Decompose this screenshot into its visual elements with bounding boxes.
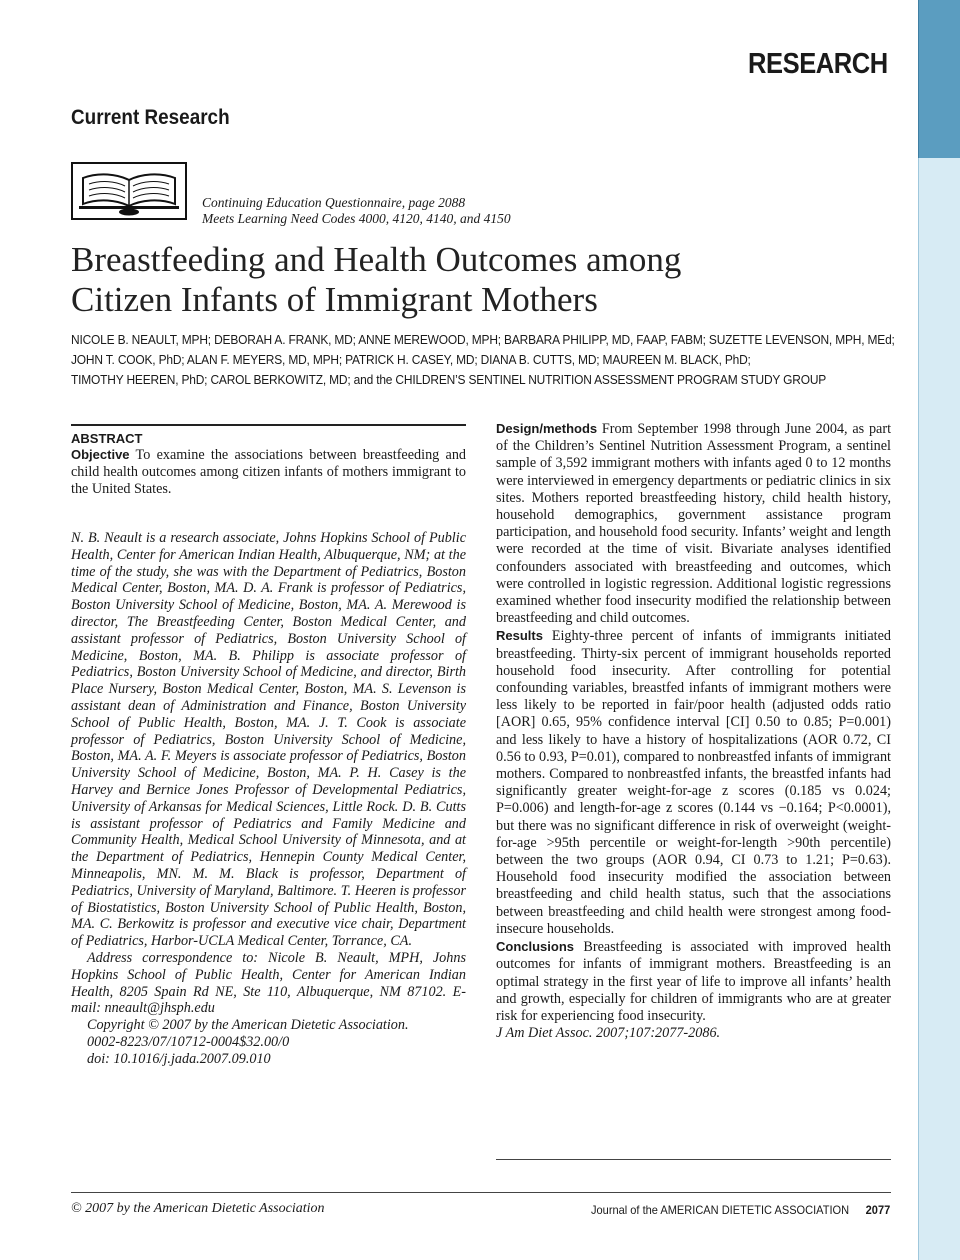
abstract-left-column	[71, 430, 466, 499]
abstract-right-column	[496, 420, 891, 1042]
article-title	[71, 240, 911, 320]
conclusions-label: Conclusions	[496, 939, 575, 955]
objective-paragraph	[71, 446, 466, 499]
author-list	[71, 330, 895, 390]
side-tab-accent	[918, 0, 960, 158]
results-label: Results	[496, 628, 543, 644]
results-text: Eighty-three percent of infants of immigrants initiated breastfeeding. Thirty-six percent of immigrant households reported household food insecurity. After controlling for potential confounding variables, breastfed infants of immigrant mothers were less likely to be reported in fair/poor health (adjusted odds ratio [AOR] 0.65, 95% confidence interval [CI] 0.50 to 0.85; P=0.001) and less likely to have a history of hospitalizations (AOR 0.72, CI 0.56 to 0.93, P=0.01), compared to nonbreastfed infants of immigrant mothers. Compared to nonbreastfed infants, the breastfed infants had significantly greater weight-for-age z scores (0.185 vs 0.024; P=0.006) and length-for-age z scores (0.144 vs −0.164; P<0.0001), but there was no significant difference in risk of overweight (weight-for-age >95th percentile or weight-for-length >90th percentile) between the two groups (AOR 0.94, CI 0.73 to 1.21; P=0.63). Household food insecurity modified the association between breastfeeding and child health status, such that the associations between breastfeeding and child health were strongest among food-insecure households.	[496, 628, 891, 937]
side-tab-light	[918, 158, 960, 1260]
footer-copyright: © 2007 by the American Dietetic Association	[71, 1201, 325, 1216]
doi: doi: 10.1016/j.jada.2007.09.010	[87, 1050, 271, 1067]
results-paragraph	[496, 627, 891, 938]
footer-rule	[71, 1192, 891, 1193]
conclusions-paragraph	[496, 938, 891, 1025]
affiliation-bio: N. B. Neault is a research associate, Johns Hopkins School of Public Health, Center for American Indian Health, Albuquerque, NM; at the time of the study, she was with the Department of Pediatrics, Boston Medical Center, Boston, MA. D. A. Frank is professor of Pediatrics, Boston University School of Medicine, Boston, MA. A. Merewood is director, The Breastfeeding Center, Boston Medical Center, and assistant professor of Pediatrics, Boston University School of Medicine, Boston, MA. B. Philipp is associate professor of Pediatrics, Boston University School of Medicine, and director, Birth Place Nursery, Boston Medical Center, Boston, MA. S. Levenson is assistant dean of Administration and Finance, Boston University School of Public Health, Boston, MA. J. T. Cook is associate professor of Pediatrics, Boston University School of Medicine, Boston, MA. A. F. Meyers is associate professor of Pediatrics, Boston University School of Medicine, Boston, MA. P. H. Casey is the Harvey and Bernice Jones Professor of Developmental Pediatrics, University of Arkansas for Medical Sciences, Little Rock. D. B. Cutts is assistant professor of Pediatrics and Family Medicine and Community Health, Medical School University of Minnesota, and at the Department of Pediatrics, Hennepin County Medical Center, Minneapolis, MN. M. M. Black is professor, Department of Pediatrics, University of Maryland, Baltimore. T. Heeren is professor of Biostatistics, Boston University School of Public Health, Boston, MA. C. Berkowitz is professor and executive vice chair, Department of Pediatrics, Harbor-UCLA Medical Center, Torrance, CA.	[71, 530, 466, 950]
section-label: RESEARCH	[748, 48, 888, 80]
correspondence: Address correspondence to: Nicole B. Neault, MPH, Johns Hopkins School of Public Health, Center for American Indian Health, 8205 Spain Rd NE, Ste 110, Albuquerque, NM 87102. E-mail: nneault@jhsph.edu	[71, 949, 466, 1017]
footer-journal	[591, 1203, 890, 1217]
ce-note-line2: Meets Learning Need Codes 4000, 4120, 4140, and 4150	[202, 211, 511, 226]
subsection-label: Current Research	[71, 106, 230, 129]
journal-name: Journal of the AMERICAN DIETETIC ASSOCIATION	[590, 1203, 849, 1217]
abstract-rule	[71, 424, 466, 426]
objective-label: Objective	[71, 447, 130, 462]
issn: 0002-8223/07/10712-0004$32.00/0	[87, 1033, 290, 1050]
ce-note	[202, 195, 511, 227]
authors-line3: TIMOTHY HEEREN, PhD; CAROL BERKOWITZ, MD; and the CHILDREN’S SENTINEL NUTRITION ASSESSMENT PROGRAM STUDY GROUP	[71, 372, 827, 387]
abstract-heading: ABSTRACT	[71, 431, 143, 446]
authors-line1: NICOLE B. NEAULT, MPH; DEBORAH A. FRANK, MD; ANNE MEREWOOD, MPH; BARBARA PHILIPP, MD, FAAP, FABM; SUZETTE LEVENSON, MPH, MEd;	[71, 332, 895, 347]
design-paragraph	[496, 420, 891, 627]
design-label: Design/methods	[496, 421, 598, 436]
authors-line2: JOHN T. COOK, PhD; ALAN F. MEYERS, MD, MPH; PATRICK H. CASEY, MD; DIANA B. CUTTS, MD; MAUREEN M. BLACK, PhD;	[71, 352, 751, 367]
page-number: 2077	[865, 1203, 890, 1217]
author-affiliations	[71, 530, 466, 1068]
copyright-note: Copyright © 2007 by the American Dietetic Association.	[87, 1017, 409, 1034]
objective-text: To examine the associations between breastfeeding and child health outcomes among citizen infants of mothers immigrant to the United States.	[71, 447, 467, 498]
ce-note-line1: Continuing Education Questionnaire, page 2088	[202, 195, 466, 210]
conclusions-text: Breastfeeding is associated with improved health outcomes for infants of immigrant mothers. Breastfeeding is an optimal strategy in the first year of life to improve all infants’ health and growth, especially for children of immigrants who are at greater risk for experiencing food insecurity.	[496, 939, 891, 1024]
ce-book-logo	[71, 162, 187, 220]
abstract-end-rule	[496, 1159, 891, 1160]
citation: J Am Diet Assoc. 2007;107:2077-2086.	[496, 1025, 721, 1042]
title-line1: Breastfeeding and Health Outcomes among	[71, 240, 682, 279]
design-text: From September 1998 through June 2004, as part of the Children’s Sentinel Nutrition Assessment Program, a sentinel sample of 3,592 immigrant mothers with infants aged 0 to 12 months were interviewed in emergency departments or pediatric clinics in six sites. Mothers reported breastfeeding history, child health history, household demographics, government assistance program participation, and household food security. Infants’ weight and length were recorded at the time of visit. Bivariate analyses identified confounders associated with breastfeeding and outcomes, which were controlled in logistic regression. Additional logistic regressions examined whether food insecurity modified the relationship between breastfeeding and child outcomes.	[496, 421, 892, 627]
open-book-icon	[73, 164, 185, 218]
title-line2: Citizen Infants of Immigrant Mothers	[71, 280, 598, 319]
